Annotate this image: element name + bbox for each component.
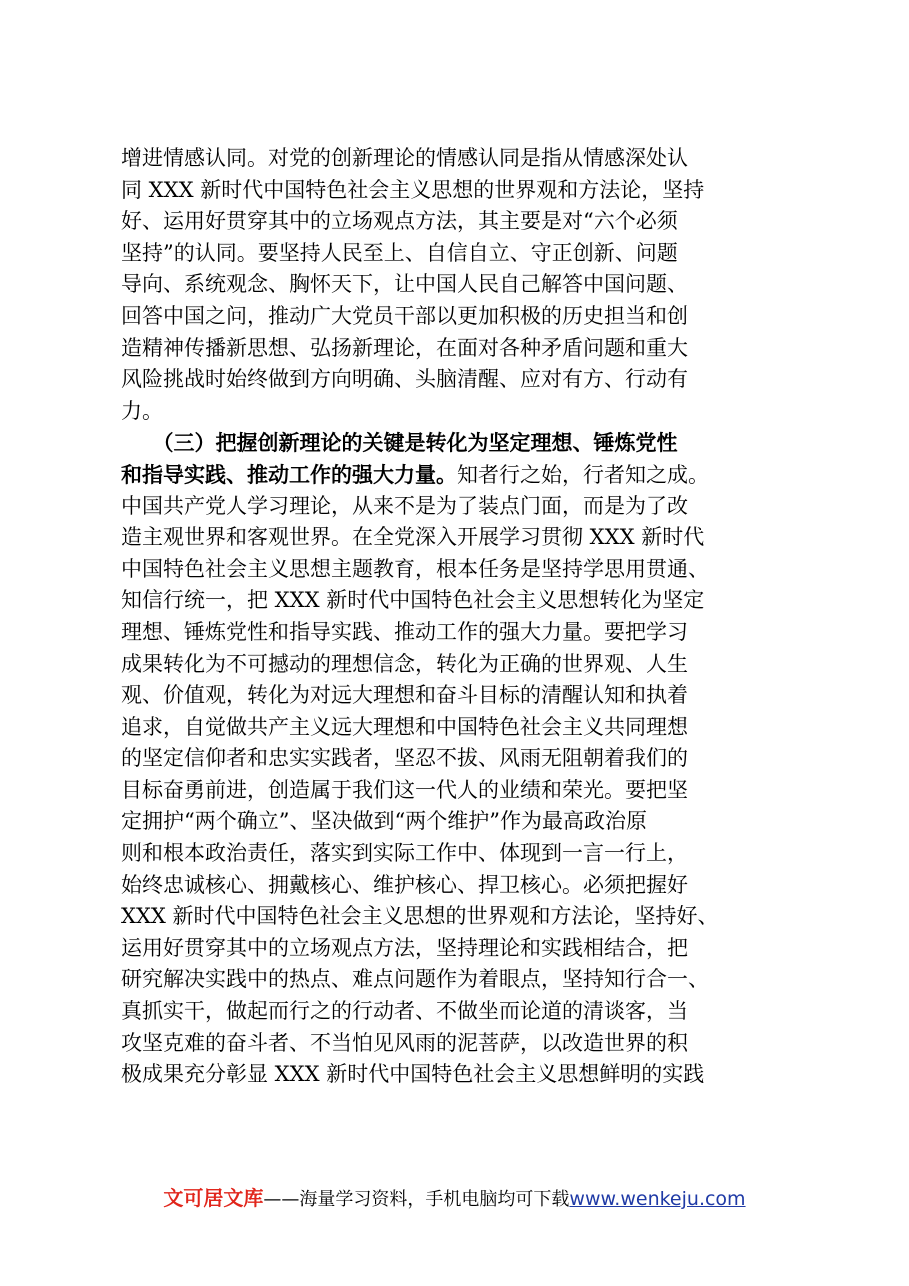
text-line (121, 554, 801, 586)
text-segment: 真抓实干，做起而行之的行动者、不做坐而论道的清谈客，当 (121, 999, 688, 1024)
text-line (121, 1059, 801, 1091)
text-segment: 追求，自觉做共产主义远大理想和中国特色社会主义共同理想 (121, 714, 688, 739)
text-line (121, 269, 801, 301)
text-line (121, 396, 801, 428)
text-line (121, 933, 801, 965)
text-segment: 增进情感认同。对党的创新理论的情感认同是指从情感深处认 (121, 146, 688, 170)
text-segment: XXX 新时代中国特色社会主义思想的世界观和方法论，坚持好、 (121, 904, 719, 929)
text-segment: 研究解决实践中的热点、难点问题作为着眼点，坚持知行合一、 (121, 967, 709, 992)
text-line (121, 459, 801, 491)
text-line (121, 206, 801, 238)
text-line (121, 238, 801, 270)
text-line (121, 1028, 801, 1060)
text-line (121, 427, 801, 459)
bold-text-segment: （三）把握创新理论的关键是转化为坚定理想、锤炼党性 (121, 430, 678, 456)
text-line (121, 301, 801, 333)
text-segment: 知者行之始，行者知之成。 (457, 462, 709, 487)
text-line (121, 333, 801, 365)
text-segment: 始终忠诚核心、拥戴核心、维护核心、捍卫核心。必须把握好 (121, 872, 688, 897)
text-segment: 导向、系统观念、胸怀天下，让中国人民自己解答中国问题、 (121, 272, 688, 297)
text-segment: 则和根本政治责任，落实到实际工作中、体现到一言一行上， (121, 841, 688, 866)
text-line (121, 649, 801, 681)
text-line (121, 743, 801, 775)
text-line (121, 838, 801, 870)
text-line (121, 712, 801, 744)
text-line (121, 775, 801, 807)
text-segment: 同 XXX 新时代中国特色社会主义思想的世界观和方法论，坚持 (121, 177, 705, 202)
text-segment: 理想、锤炼党性和指导实践、推动工作的强大力量。要把学习 (121, 619, 688, 644)
text-line (121, 491, 801, 523)
text-line (121, 617, 801, 649)
text-segment: 观、价值观，转化为对远大理想和奋斗目标的清醒认知和执着 (121, 683, 688, 708)
text-line (121, 522, 801, 554)
text-segment: 定拥护“两个确立”、坚决做到“两个维护”作为最高政治原 (121, 809, 647, 834)
text-line (121, 680, 801, 712)
text-line (121, 901, 801, 933)
text-segment: 造精神传播新思想、弘扬新理论，在面对各种矛盾问题和重大 (121, 335, 688, 360)
text-segment: 力。 (121, 398, 163, 423)
text-segment: 中国特色社会主义思想主题教育，根本任务是坚持学思用贯通、 (121, 556, 709, 581)
footer-url-link[interactable]: www.wenkeju.com (569, 1188, 746, 1210)
text-segment: 攻坚克难的奋斗者、不当怕见风雨的泥菩萨，以改造世界的积 (121, 1030, 688, 1055)
text-line (121, 964, 801, 996)
text-segment: 知信行统一，把 XXX 新时代中国特色社会主义思想转化为坚定 (121, 588, 705, 613)
bold-text-segment: 和指导实践、推动工作的强大力量。 (121, 461, 457, 487)
text-line (121, 143, 801, 175)
text-segment: 极成果充分彰显 XXX 新时代中国特色社会主义思想鲜明的实践 (121, 1062, 705, 1087)
text-line (121, 364, 801, 396)
text-segment: 回答中国之问，推动广大党员干部以更加积极的历史担当和创 (121, 303, 688, 328)
footer-tagline: ——海量学习资料，手机电脑均可下载 (263, 1189, 570, 1210)
text-line (121, 585, 801, 617)
text-segment: 造主观世界和客观世界。在全党深入开展学习贯彻 XXX 新时代 (121, 525, 705, 550)
text-segment: 目标奋勇前进，创造属于我们这一代人的业绩和荣光。要把坚 (121, 777, 688, 802)
text-segment: 运用好贯穿其中的立场观点方法，坚持理论和实践相结合，把 (121, 935, 688, 960)
footer-brand: 文可居文库 (163, 1186, 264, 1210)
text-line (121, 175, 801, 207)
text-segment: 风险挑战时始终做到方向明确、头脑清醒、应对有方、行动有 (121, 367, 688, 392)
text-segment: 坚持”的认同。要坚持人民至上、自信自立、守正创新、问题 (121, 240, 678, 265)
footer-banner (0, 1182, 909, 1211)
text-line (121, 870, 801, 902)
text-segment: 的坚定信仰者和忠实实践者，坚忍不拔、风雨无阻朝着我们的 (121, 746, 688, 771)
text-line (121, 806, 801, 838)
text-line (121, 996, 801, 1028)
text-segment: 中国共产党人学习理论，从来不是为了装点门面，而是为了改 (121, 493, 688, 518)
text-segment: 成果转化为不可撼动的理想信念，转化为正确的世界观、人生 (121, 651, 688, 676)
body-text (121, 143, 801, 1091)
text-segment: 好、运用好贯穿其中的立场观点方法，其主要是对“六个必须 (121, 209, 678, 234)
